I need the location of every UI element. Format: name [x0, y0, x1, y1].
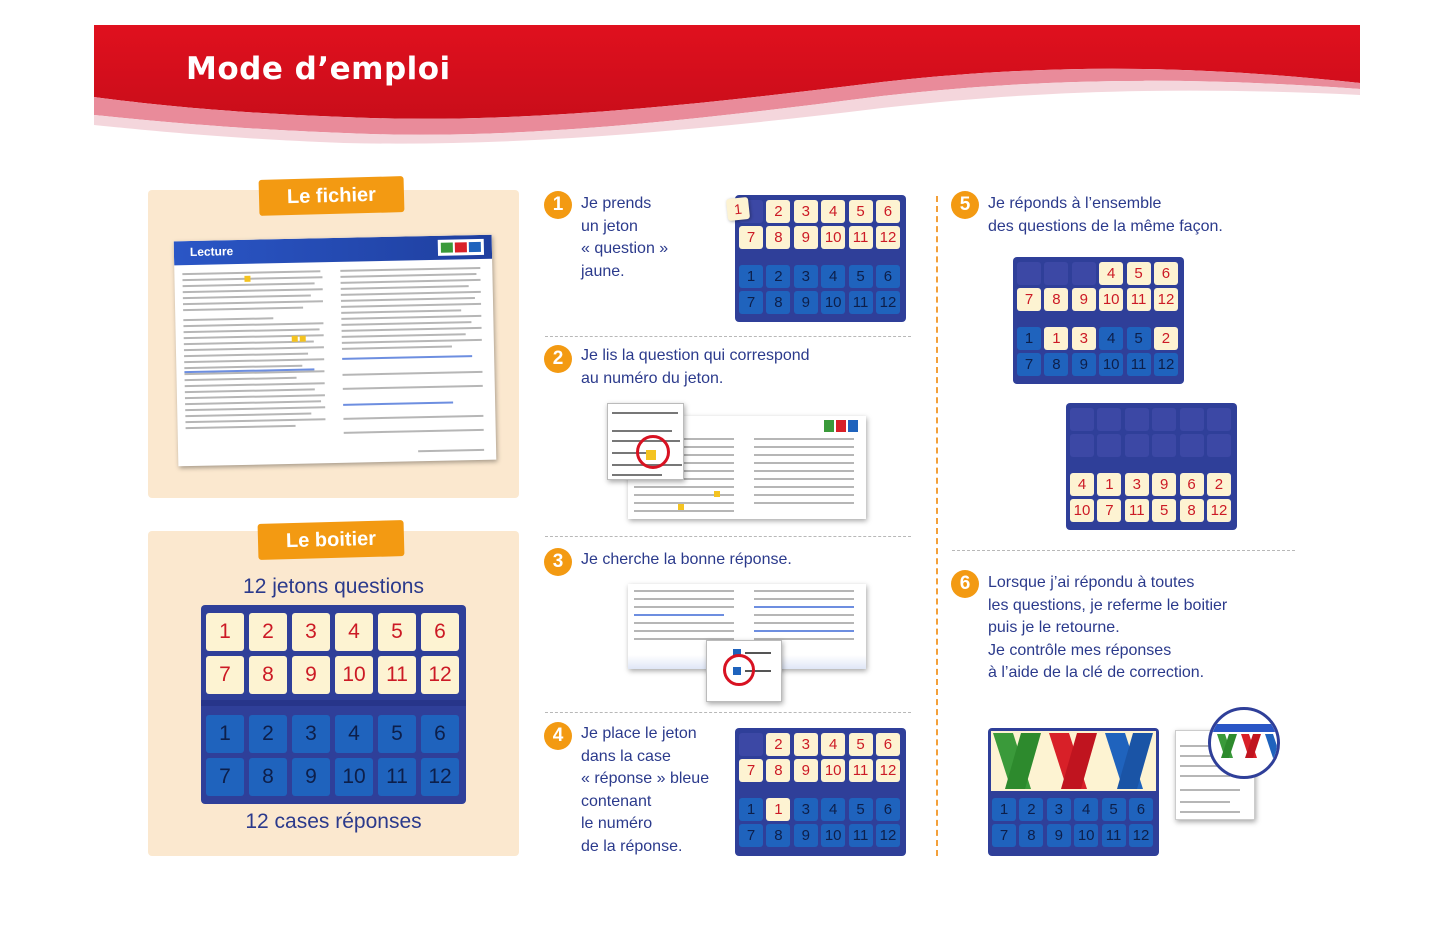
question-token: 4	[821, 733, 845, 756]
answer-cell: 1	[992, 798, 1016, 821]
step-4-box	[735, 728, 906, 856]
answer-cell: 7	[992, 824, 1016, 847]
step-2-highlight-circle	[636, 435, 670, 469]
answer-cell: 12	[1154, 353, 1178, 376]
question-token: 5	[849, 733, 873, 756]
question-token: 8	[766, 759, 790, 782]
empty-slot	[1044, 262, 1068, 285]
answer-cell: 1	[1044, 327, 1068, 350]
step-4-number: 4	[544, 722, 572, 750]
question-token: 3	[794, 733, 818, 756]
question-token: 12	[876, 759, 900, 782]
document-logo	[438, 239, 484, 256]
question-token: 7	[739, 226, 763, 249]
document-title: Lecture	[189, 244, 234, 260]
step-5-number: 5	[951, 191, 979, 219]
answer-row	[992, 798, 1153, 821]
empty-slot	[1072, 262, 1096, 285]
empty-slot	[1070, 434, 1094, 457]
answer-row	[739, 291, 900, 314]
answer-cell: 12	[876, 291, 900, 314]
answer-cell: 1	[739, 265, 763, 288]
answers-caption: 12 cases réponses	[245, 810, 422, 833]
answer-cell: 11	[849, 824, 873, 847]
question-row	[1017, 262, 1178, 285]
answer-cell: 10	[335, 758, 373, 796]
question-token: 7	[739, 759, 763, 782]
question-token: 4	[821, 200, 845, 223]
page-title: Mode d’emploi	[186, 51, 451, 87]
correction-key-zoom-circle	[1208, 707, 1280, 779]
box-divider	[201, 700, 466, 706]
question-token: 2	[766, 733, 790, 756]
answer-cell: 9	[1047, 824, 1071, 847]
answer-cell: 8	[766, 824, 790, 847]
question-token: 12	[1207, 499, 1231, 522]
answer-cell: 9	[794, 824, 818, 847]
answer-cell: 3	[794, 265, 818, 288]
answer-cell: 3	[794, 798, 818, 821]
step-6-number: 6	[951, 570, 979, 598]
answer-row	[992, 824, 1153, 847]
question-token: 8	[249, 656, 287, 694]
answer-cell: 5	[1102, 798, 1126, 821]
step-2-text: Je lis la question qui correspond au numéro du jeton.	[581, 347, 810, 387]
answer-cell: 4	[821, 265, 845, 288]
question-row	[1070, 434, 1231, 457]
question-token: 8	[1180, 499, 1204, 522]
answer-cell: 5	[849, 265, 873, 288]
answer-cell: 3	[1072, 327, 1096, 350]
answer-cell: 7	[206, 758, 244, 796]
empty-slot	[1125, 434, 1149, 457]
answer-cell: 1	[1017, 327, 1041, 350]
question-token: 10	[821, 226, 845, 249]
step-5-box-open	[1013, 257, 1184, 384]
answer-cell: 5	[378, 715, 416, 753]
empty-slot	[1097, 408, 1121, 431]
answer-cell: 8	[1019, 824, 1043, 847]
question-token: 5	[849, 200, 873, 223]
fichier-tag: Le fichier	[259, 176, 405, 216]
answer-cell: 6	[1129, 798, 1153, 821]
answer-cell: 3	[1047, 798, 1071, 821]
answer-cell: 11	[1127, 353, 1151, 376]
question-row	[1070, 473, 1231, 496]
answer-cell: 2	[1154, 327, 1178, 350]
question-token: 7	[1097, 499, 1121, 522]
answer-cell: 12	[421, 758, 459, 796]
question-token: 11	[378, 656, 416, 694]
question-token: 12	[1154, 288, 1178, 311]
answer-cell: 3	[292, 715, 330, 753]
question-token: 4	[1099, 262, 1123, 285]
question-token: 1	[206, 613, 244, 651]
question-token: 6	[876, 733, 900, 756]
answer-cell: 2	[1019, 798, 1043, 821]
question-token: 6	[876, 200, 900, 223]
question-row	[739, 200, 900, 223]
answer-cell: 4	[1074, 798, 1098, 821]
answer-cell: 6	[876, 265, 900, 288]
empty-slot	[1017, 262, 1041, 285]
answer-cell: 6	[421, 715, 459, 753]
answer-cell: 5	[1127, 327, 1151, 350]
answer-row	[739, 798, 900, 821]
answer-cell: 11	[849, 291, 873, 314]
fichier-panel	[148, 183, 519, 498]
question-row	[1017, 288, 1178, 311]
fichier-document-thumbnail	[174, 235, 497, 467]
question-token: 5	[378, 613, 416, 651]
question-token: 11	[849, 226, 873, 249]
step-6-box-flipped	[988, 728, 1159, 856]
question-row	[1070, 408, 1231, 431]
answer-row	[206, 715, 459, 753]
question-token: 6	[1180, 473, 1204, 496]
answer-cell: 4	[335, 715, 373, 753]
step-6-text: Lorsque j’ai répondu à toutes les questions, je referme le boitier puis je le retourne. Je contrôle mes réponses à l’aide de la clé de correction.	[988, 574, 1228, 681]
question-row	[1070, 499, 1231, 522]
question-token: 5	[1127, 262, 1151, 285]
answer-cell: 8	[766, 291, 790, 314]
answer-cell: 10	[821, 291, 845, 314]
answer-cell: 9	[292, 758, 330, 796]
answer-cell: 9	[1072, 353, 1096, 376]
answer-cell: 4	[821, 798, 845, 821]
empty-slot	[1152, 434, 1176, 457]
question-token: 6	[1154, 262, 1178, 285]
answer-row	[1017, 327, 1178, 350]
step-5-text: Je réponds à l’ensemble des questions de la même façon.	[988, 195, 1223, 235]
question-token: 10	[1099, 288, 1123, 311]
step-1-box	[735, 195, 906, 322]
step-3-highlight-circle	[723, 654, 755, 686]
question-token: 9	[1072, 288, 1096, 311]
answer-cell: 1	[206, 715, 244, 753]
question-token: 10	[1070, 499, 1094, 522]
step-1-text: Je prends un jeton « question » jaune.	[581, 195, 669, 280]
answer-row	[739, 824, 900, 847]
step-3-text: Je cherche la bonne réponse.	[581, 551, 792, 568]
answer-cell: 11	[378, 758, 416, 796]
question-row	[206, 656, 459, 694]
boitier-tag: Le boitier	[258, 520, 405, 560]
question-token: 3	[292, 613, 330, 651]
question-row	[739, 226, 900, 249]
answer-cell: 9	[794, 291, 818, 314]
answer-cell: 10	[821, 824, 845, 847]
empty-slot	[1207, 408, 1231, 431]
empty-slot	[1097, 434, 1121, 457]
question-token: 9	[292, 656, 330, 694]
question-token: 2	[766, 200, 790, 223]
separator	[545, 336, 911, 337]
answer-cell: 2	[766, 265, 790, 288]
question-row	[739, 759, 900, 782]
question-token: 1	[1097, 473, 1121, 496]
column-separator	[936, 196, 938, 856]
step-2-number: 2	[544, 345, 572, 373]
empty-slot	[1125, 408, 1149, 431]
question-token: 8	[766, 226, 790, 249]
question-token: 3	[794, 200, 818, 223]
question-token: 9	[794, 226, 818, 249]
question-token: 9	[794, 759, 818, 782]
answer-cell: 10	[1099, 353, 1123, 376]
question-token: 4	[1070, 473, 1094, 496]
step-4-text: Je place le jeton dans la case « réponse » bleue contenant le numéro de la réponse.	[581, 725, 710, 855]
answer-cell: 7	[1017, 353, 1041, 376]
question-token: 11	[849, 759, 873, 782]
answer-row	[1017, 353, 1178, 376]
question-token: 11	[1127, 288, 1151, 311]
answer-cell: 5	[849, 798, 873, 821]
question-token: 2	[1207, 473, 1231, 496]
empty-slot	[739, 733, 763, 756]
question-token: 2	[249, 613, 287, 651]
separator	[545, 536, 911, 537]
question-token: 12	[876, 226, 900, 249]
question-token: 4	[335, 613, 373, 651]
question-token: 10	[335, 656, 373, 694]
separator	[952, 550, 1295, 551]
question-row	[739, 733, 900, 756]
answer-cell: 12	[1129, 824, 1153, 847]
boitier-panel	[148, 527, 519, 856]
answer-cell: 11	[1102, 824, 1126, 847]
answer-cell: 10	[1074, 824, 1098, 847]
answer-cell: 8	[1044, 353, 1068, 376]
empty-slot	[1070, 408, 1094, 431]
question-token: 6	[421, 613, 459, 651]
question-token: 7	[1017, 288, 1041, 311]
answer-cell: 7	[739, 291, 763, 314]
header-banner	[94, 25, 1360, 145]
step-1-question-token: 1	[726, 197, 750, 221]
answer-row	[206, 758, 459, 796]
answer-cell: 12	[876, 824, 900, 847]
answer-cell: 4	[1099, 327, 1123, 350]
answer-row	[739, 265, 900, 288]
question-token: 11	[1125, 499, 1149, 522]
questions-caption: 12 jetons questions	[243, 575, 424, 598]
step-1-number: 1	[544, 191, 572, 219]
separator	[545, 712, 911, 713]
question-token: 7	[206, 656, 244, 694]
question-token: 9	[1152, 473, 1176, 496]
answer-cell: 8	[249, 758, 287, 796]
answer-cell: 7	[739, 824, 763, 847]
question-token: 3	[1125, 473, 1149, 496]
question-row	[206, 613, 459, 651]
empty-slot	[1152, 408, 1176, 431]
empty-slot	[1180, 434, 1204, 457]
answer-cell: 6	[876, 798, 900, 821]
empty-slot	[1207, 434, 1231, 457]
answer-cell: 2	[249, 715, 287, 753]
empty-slot	[1180, 408, 1204, 431]
question-token: 10	[821, 759, 845, 782]
answer-cell: 1	[766, 798, 790, 821]
question-token: 5	[1152, 499, 1176, 522]
question-token: 12	[421, 656, 459, 694]
step-5-box-filled	[1066, 403, 1237, 530]
correction-key-pattern	[991, 731, 1156, 791]
step-3-number: 3	[544, 548, 572, 576]
answer-cell: 1	[739, 798, 763, 821]
question-token: 8	[1044, 288, 1068, 311]
boitier-box	[201, 605, 466, 804]
